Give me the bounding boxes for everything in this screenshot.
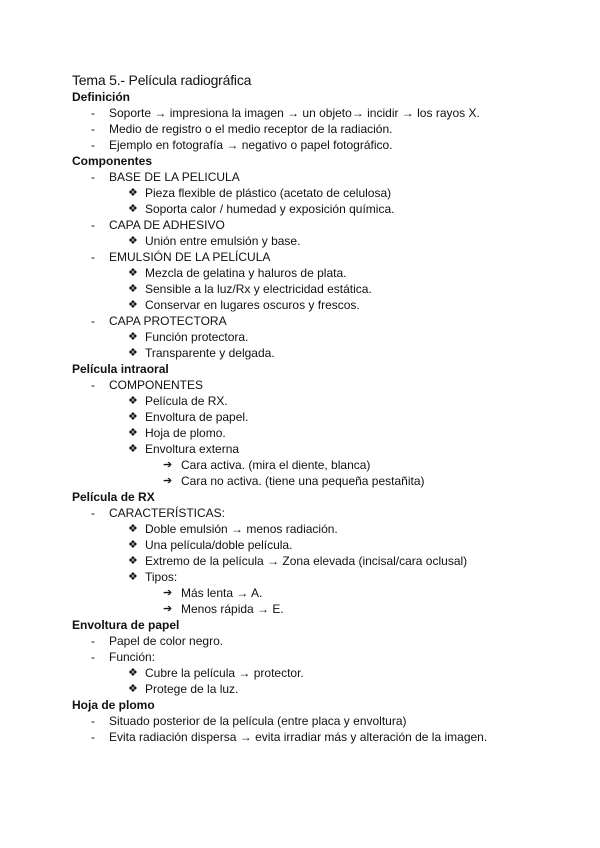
arrow-bullet-icon: ➔ (163, 603, 173, 615)
list-item: Unión entre emulsión y base. (145, 234, 301, 248)
dash-marker: - (91, 378, 95, 392)
diamond-bullet-icon: ❖ (128, 299, 138, 311)
list-item: CARACTERÍSTICAS: (109, 506, 226, 520)
heading-pelicula-rx: Película de RX (72, 490, 155, 504)
list-item: Soporte → impresiona la imagen → un objeto→ incidir → los rayos X. (109, 106, 480, 120)
list-item: Pieza flexible de plástico (acetato de celulosa) (145, 186, 392, 200)
list-item: Función: (109, 650, 156, 664)
diamond-bullet-icon: ❖ (128, 187, 138, 199)
diamond-bullet-icon: ❖ (128, 571, 138, 583)
list-item: Papel de color negro. (109, 634, 224, 648)
dash-marker: - (91, 106, 95, 120)
list-item: Hoja de plomo. (145, 426, 226, 440)
heading-hoja-plomo: Hoja de plomo (72, 698, 155, 712)
list-item: CAPA PROTECTORA (109, 314, 227, 328)
heading-componentes: Componentes (72, 154, 153, 168)
dash-marker: - (91, 138, 95, 152)
heading-intraoral: Película intraoral (72, 362, 169, 376)
list-item: Tipos: (145, 570, 178, 584)
list-item: Evita radiación dispersa → evita irradiar más y alteración de la imagen. (109, 730, 488, 744)
list-item: Cubre la película → protector. (145, 666, 304, 680)
arrow-bullet-icon: ➔ (163, 587, 173, 599)
diamond-bullet-icon: ❖ (128, 555, 138, 567)
diamond-bullet-icon: ❖ (128, 683, 138, 695)
list-item: Doble emulsión → menos radiación. (145, 522, 338, 536)
dash-marker: - (91, 122, 95, 136)
diamond-bullet-icon: ❖ (128, 667, 138, 679)
diamond-bullet-icon: ❖ (128, 539, 138, 551)
list-item: Menos rápida → E. (181, 602, 284, 616)
diamond-bullet-icon: ❖ (128, 235, 138, 247)
dash-marker: - (91, 170, 95, 184)
list-item: Envoltura de papel. (145, 410, 249, 424)
diamond-bullet-icon: ❖ (128, 411, 138, 423)
dash-marker: - (91, 250, 95, 264)
list-item: Función protectora. (145, 330, 249, 344)
dash-marker: - (91, 506, 95, 520)
arrow-bullet-icon: ➔ (163, 475, 173, 487)
diamond-bullet-icon: ❖ (128, 347, 138, 359)
list-item: COMPONENTES (109, 378, 204, 392)
diamond-bullet-icon: ❖ (128, 427, 138, 439)
list-item: EMULSIÓN DE LA PELÍCULA (109, 250, 271, 264)
dash-marker: - (91, 714, 95, 728)
list-item: Cara activa. (mira el diente, blanca) (181, 458, 371, 472)
list-item: CAPA DE ADHESIVO (109, 218, 225, 232)
diamond-bullet-icon: ❖ (128, 523, 138, 535)
list-item: BASE DE LA PELICULA (109, 170, 240, 184)
list-item: Cara no activa. (tiene una pequeña pestañita) (181, 474, 425, 488)
list-item: Protege de la luz. (145, 682, 239, 696)
dash-marker: - (91, 730, 95, 744)
list-item: Transparente y delgada. (145, 346, 275, 360)
heading-envoltura-papel: Envoltura de papel (72, 618, 180, 632)
dash-marker: - (91, 634, 95, 648)
dash-marker: - (91, 650, 95, 664)
dash-marker: - (91, 314, 95, 328)
diamond-bullet-icon: ❖ (128, 443, 138, 455)
list-item: Situado posterior de la película (entre placa y envoltura) (109, 714, 407, 728)
list-item: Envoltura externa (145, 442, 240, 456)
diamond-bullet-icon: ❖ (128, 331, 138, 343)
list-item: Medio de registro o el medio receptor de la radiación. (109, 122, 393, 136)
list-item: Más lenta → A. (181, 586, 263, 600)
heading-definicion: Definición (72, 90, 131, 104)
arrow-bullet-icon: ➔ (163, 459, 173, 471)
list-item: Ejemplo en fotografía → negativo o papel fotográfico. (109, 138, 393, 152)
dash-marker: - (91, 218, 95, 232)
diamond-bullet-icon: ❖ (128, 267, 138, 279)
list-item: Sensible a la luz/Rx y electricidad estática. (145, 282, 372, 296)
list-item: Conservar en lugares oscuros y frescos. (145, 298, 360, 312)
diamond-bullet-icon: ❖ (128, 395, 138, 407)
list-item: Extremo de la película → Zona elevada (incisal/cara oclusal) (145, 554, 468, 568)
diamond-bullet-icon: ❖ (128, 203, 138, 215)
diamond-bullet-icon: ❖ (128, 283, 138, 295)
list-item: Soporta calor / humedad y exposición química. (145, 202, 395, 216)
list-item: Mezcla de gelatina y haluros de plata. (145, 266, 347, 280)
document-title: Tema 5.- Película radiográfica (72, 72, 252, 88)
list-item: Película de RX. (145, 394, 228, 408)
list-item: Una película/doble película. (145, 538, 293, 552)
